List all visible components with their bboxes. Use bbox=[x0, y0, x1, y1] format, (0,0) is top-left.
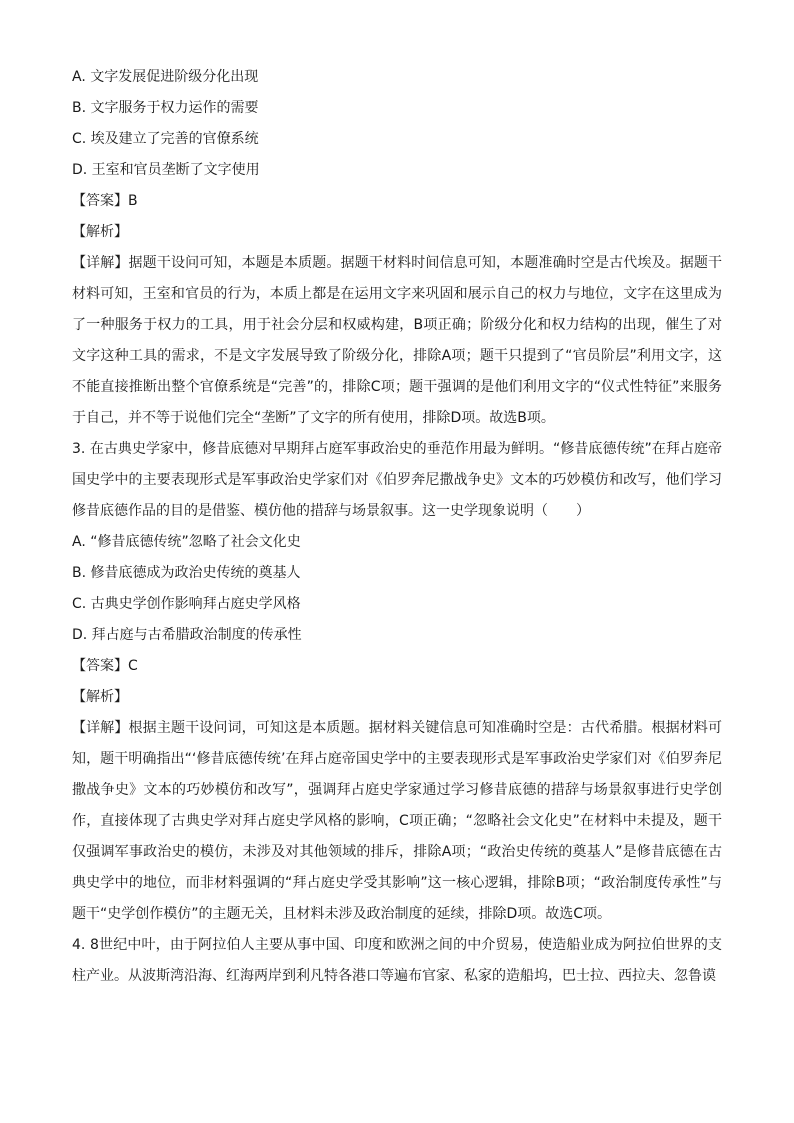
detail-tag: 【详解】 bbox=[72, 720, 129, 736]
q3-option-b: B. 修昔底德成为政治史传统的奠基人 bbox=[72, 565, 301, 581]
q3-detail bbox=[72, 713, 722, 930]
q3-option-c: C. 古典史学创作影响拜占庭史学风格 bbox=[72, 596, 301, 612]
document-page bbox=[72, 62, 722, 992]
q2-analysis-tag: 【解析】 bbox=[72, 224, 128, 240]
q2-option-c: C. 埃及建立了完善的官僚系统 bbox=[72, 131, 259, 147]
detail-text: 根据主题干设问词，可知这是本质题。据材料关键信息可知准确时空是：古代希腊。根据材料可知，题干明确指出“‘修昔底德传统’在拜占庭帝国史学中的主要表现形式是军事政治史学家们对《伯罗奔尼撒战争史》文本的巧妙模仿和改写”，强调拜占庭史学家通过学习修昔底德的措辞与场景叙事进行史学创作，直接体现了古典史学对拜占庭史学风格的影响，C项正确；“忽略社会文化史”在材料中未提及，题干仅强调军事政治史的模仿，未涉及对其他领域的排斥，排除A项；“政治史传统的奠基人”是修昔底德在古典史学中的地位，而非材料强调的“拜占庭史学受其影响”这一核心逻辑，排除B项；“政治制度传承性”与题干“史学创作模仿”的主题无关，且材料未涉及政治制度的延续，排除D项。故选C项。 bbox=[72, 720, 723, 922]
q3-option-d: D. 拜占庭与古希腊政治制度的传承性 bbox=[72, 627, 302, 643]
answer-value: B bbox=[128, 193, 138, 209]
q3-stem: 3. 在古典史学家中，修昔底德对早期拜占庭军事政治史的垂范作用最为鲜明。“修昔底德传统”在拜占庭帝国史学中的主要表现形式是军事政治史学家们对《伯罗奔尼撒战争史》文本的巧妙模仿和改写，他们学习修昔底德作品的目的是借鉴、模仿他的措辞与场景叙事。这一史学现象说明（ ） bbox=[72, 441, 722, 519]
detail-tag: 【详解】 bbox=[72, 255, 129, 271]
answer-tag: 【答案】 bbox=[72, 193, 128, 209]
q4-stem: 4. 8世纪中叶，由于阿拉伯人主要从事中国、印度和欧洲之间的中介贸易，使造船业成为阿拉伯世界的支柱产业。从波斯湾沿海、红海两岸到利凡特各港口等遍布官家、私家的造船坞，巴士拉、西拉夫、忽鲁谟 bbox=[72, 937, 722, 984]
q2-option-b: B. 文字服务于权力运作的需要 bbox=[72, 100, 259, 116]
q2-option-a: A. 文字发展促进阶级分化出现 bbox=[72, 69, 259, 85]
q2-answer bbox=[72, 186, 722, 217]
detail-text: 据题干设问可知，本题是本质题。据题干材料时间信息可知，本题准确时空是古代埃及。据题干材料可知，王室和官员的行为，本质上都是在运用文字来巩固和展示自己的权力与地位，文字在这里成为了一种服务于权力的工具，用于社会分层和权威构建，B项正确；阶级分化和权力结构的出现，催生了对文字这种工具的需求，不是文字发展导致了阶级分化，排除A项；题干只提到了“官员阶层”利用文字，这不能直接推断出整个官僚系统是“完善”的，排除C项；题干强调的是他们利用文字的“仪式性特征”来服务于自己，并不等于说他们完全“垄断”了文字的所有使用，排除D项。故选B项。 bbox=[72, 255, 723, 426]
q3-analysis-tag: 【解析】 bbox=[72, 689, 128, 705]
q3-option-a: A. “修昔底德传统”忽略了社会文化史 bbox=[72, 534, 301, 550]
answer-value: C bbox=[128, 658, 138, 674]
q3-answer bbox=[72, 651, 722, 682]
q2-option-d: D. 王室和官员垄断了文字使用 bbox=[72, 162, 260, 178]
q2-detail bbox=[72, 248, 722, 434]
answer-tag: 【答案】 bbox=[72, 658, 128, 674]
